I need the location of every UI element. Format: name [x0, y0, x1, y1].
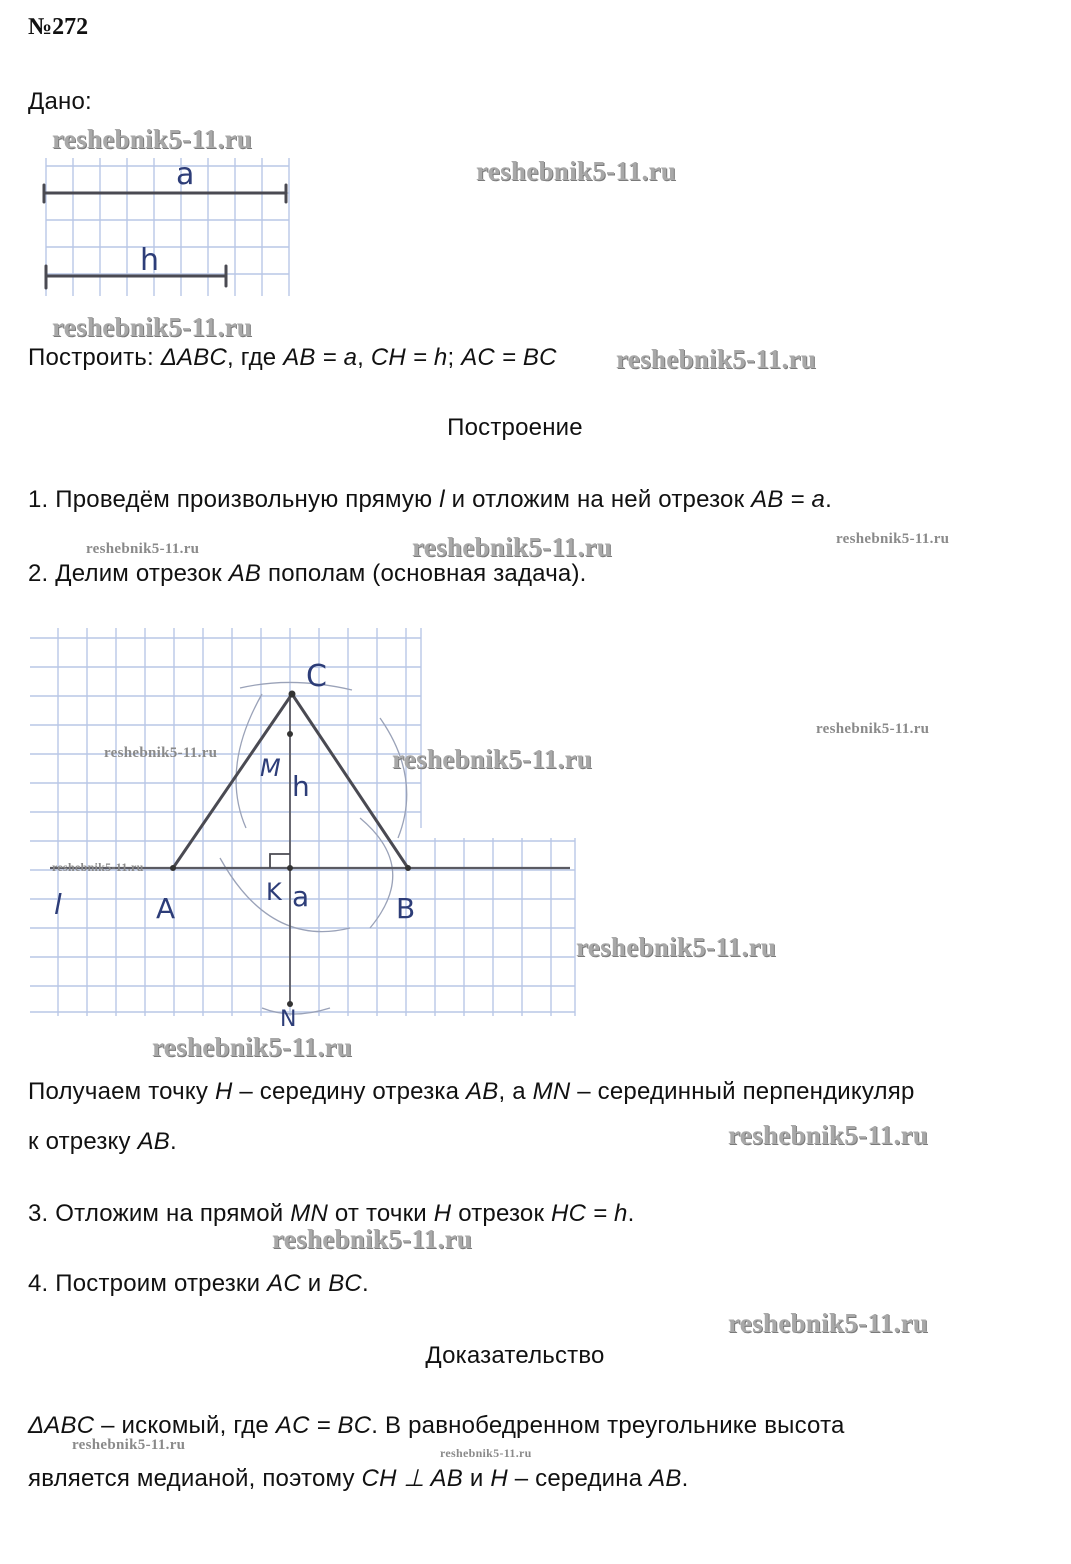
section-proof-heading: Доказательство	[425, 1342, 605, 1369]
point-k	[287, 865, 293, 871]
watermark: reshebnik5-11.ru	[816, 721, 930, 737]
step-1: 1. Проведём произвольную прямую l и отложим на ней отрезок AB = a.	[28, 486, 832, 513]
watermark: reshebnik5-11.ru	[616, 344, 817, 374]
watermark: reshebnik5-11.ru	[86, 541, 200, 557]
watermark: reshebnik5-11.ru	[576, 932, 777, 962]
construction-arcs	[220, 682, 407, 1014]
watermark: reshebnik5-11.ru	[104, 745, 218, 761]
watermark: reshebnik5-11.ru	[52, 124, 253, 154]
label-m: M	[260, 754, 281, 782]
label-k: K	[266, 878, 282, 906]
watermark: reshebnik5-11.ru	[72, 1437, 186, 1453]
construct-statement: Построить: ΔABC, где AB = a, CH = h; AC = BC	[28, 344, 557, 371]
watermark: reshebnik5-11.ru	[392, 744, 593, 774]
grid	[30, 628, 575, 1016]
right-angle-mark	[270, 854, 290, 868]
watermark: reshebnik5-11.ru	[52, 312, 253, 342]
watermark: reshebnik5-11.ru	[836, 531, 950, 547]
watermark: reshebnik5-11.ru	[272, 1224, 473, 1254]
section-construction-heading: Построение	[447, 414, 583, 441]
watermark: reshebnik5-11.ru	[152, 1032, 353, 1062]
label-h: h	[292, 770, 310, 803]
watermark: reshebnik5-11.ru	[440, 1446, 532, 1460]
result-line-2: к отрезку AB.	[28, 1128, 177, 1155]
segment-h-label: h	[140, 243, 160, 278]
step-3: 3. Отложим на прямой MN от точки H отрезок HC = h.	[28, 1200, 635, 1227]
label-l: l	[54, 888, 62, 921]
proof-line-1: ΔABC – искомый, где AC = BC. В равнобедренном треугольнике высота	[28, 1412, 845, 1439]
proof-line-2: является медианой, поэтому CH ⊥ AB и H – середина AB.	[28, 1465, 689, 1492]
point-m	[287, 731, 293, 737]
step-4: 4. Построим отрезки AC и BC.	[28, 1270, 369, 1297]
label-a: A	[156, 892, 176, 925]
label-b: B	[396, 892, 416, 925]
result-line-1: Получаем точку H – середину отрезка AB, а MN – серединный перпендикуляр	[28, 1078, 915, 1105]
point-a	[170, 865, 176, 871]
point-c	[289, 691, 296, 698]
label-seg-a: a	[292, 880, 310, 913]
watermark: reshebnik5-11.ru	[728, 1308, 929, 1338]
segment-a-label: a	[176, 157, 195, 192]
point-b	[405, 865, 411, 871]
watermark: reshebnik5-11.ru	[728, 1120, 929, 1150]
construction-figure	[30, 628, 593, 1032]
given-label: Дано:	[28, 88, 92, 115]
watermark: reshebnik5-11.ru	[412, 532, 613, 562]
watermark: reshebnik5-11.ru	[52, 860, 144, 874]
label-n: N	[280, 1007, 297, 1032]
step-2: 2. Делим отрезок AB пополам (основная задача).	[28, 560, 587, 587]
task-number: №272	[28, 14, 89, 40]
watermark: reshebnik5-11.ru	[476, 156, 677, 186]
label-c: C	[306, 659, 327, 694]
given-segments-figure	[38, 158, 300, 298]
